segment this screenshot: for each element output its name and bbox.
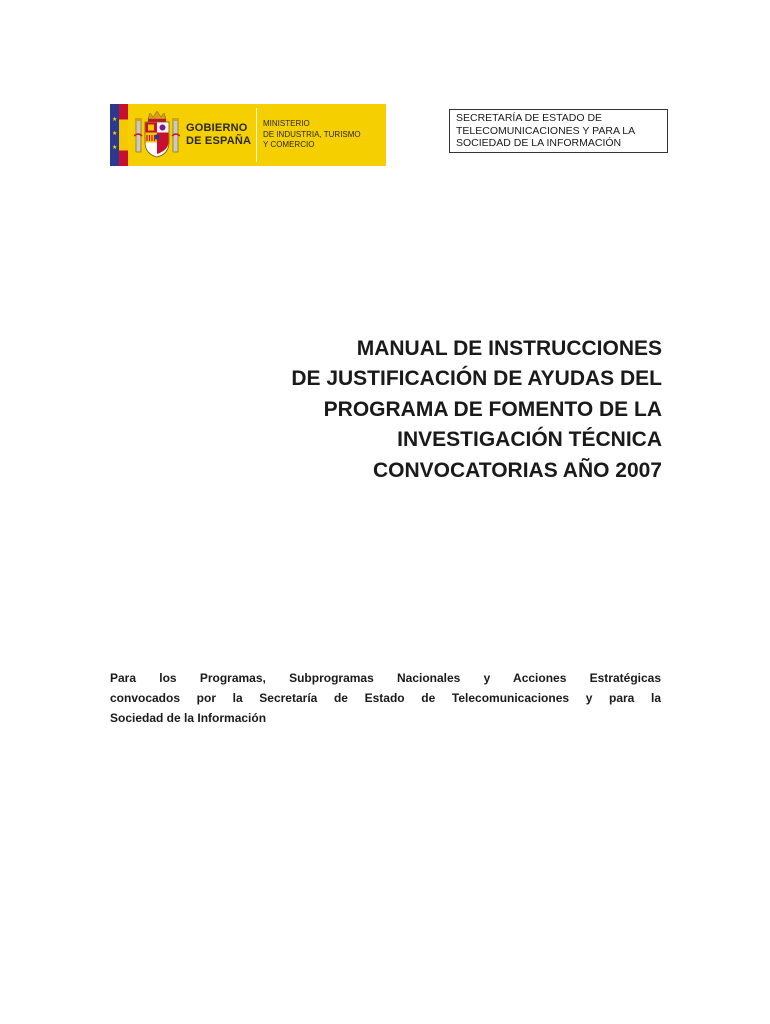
eu-star-icon: ★ [112,145,118,151]
title-line: DE JUSTIFICACIÓN DE AYUDAS DEL [291,367,662,391]
logo-panel [128,104,386,166]
subtitle-line: Sociedad de la Información [110,711,267,725]
secretaria-box [449,109,668,153]
ministerio-line: DE INDUSTRIA, TURISMO [263,129,361,139]
title-line: MANUAL DE INSTRUCCIONES [356,337,662,360]
logo-divider [256,108,257,162]
secretaria-line: SECRETARÍA DE ESTADO DE [456,112,603,124]
ministerio-line: MINISTERIO [263,119,310,129]
subtitle-line: convocados por la Secretaría de Estado de Telecomunicaciones y para la [110,691,661,705]
gobierno-line: GOBIERNO [186,122,248,134]
spain-flag-stripe [119,104,128,166]
eu-star-icon: ★ [112,131,118,137]
secretaria-line: TELECOMUNICACIONES Y PARA LA [456,124,636,137]
coat-of-arms-icon [134,110,180,160]
title-line: INVESTIGACIÓN TÉCNICA [397,428,662,452]
eu-flag-stripe [110,104,119,166]
government-logo [110,104,386,166]
title-line: CONVOCATORIAS AÑO 2007 [372,458,662,482]
document-subtitle [110,668,661,728]
gobierno-label [186,122,254,148]
gobierno-line: DE ESPAÑA [186,135,252,147]
subtitle-line: Para los Programas, Subprogramas Nacionales y Acciones Estratégicas [110,671,661,685]
title-line: PROGRAMA DE FOMENTO DE LA [323,397,662,421]
document-title [202,334,662,486]
ministerio-label [263,119,383,151]
secretaria-line: SOCIEDAD DE LA INFORMACIÓN [456,137,622,149]
ministerio-line: Y COMERCIO [263,140,315,150]
eu-star-icon: ★ [112,117,118,123]
